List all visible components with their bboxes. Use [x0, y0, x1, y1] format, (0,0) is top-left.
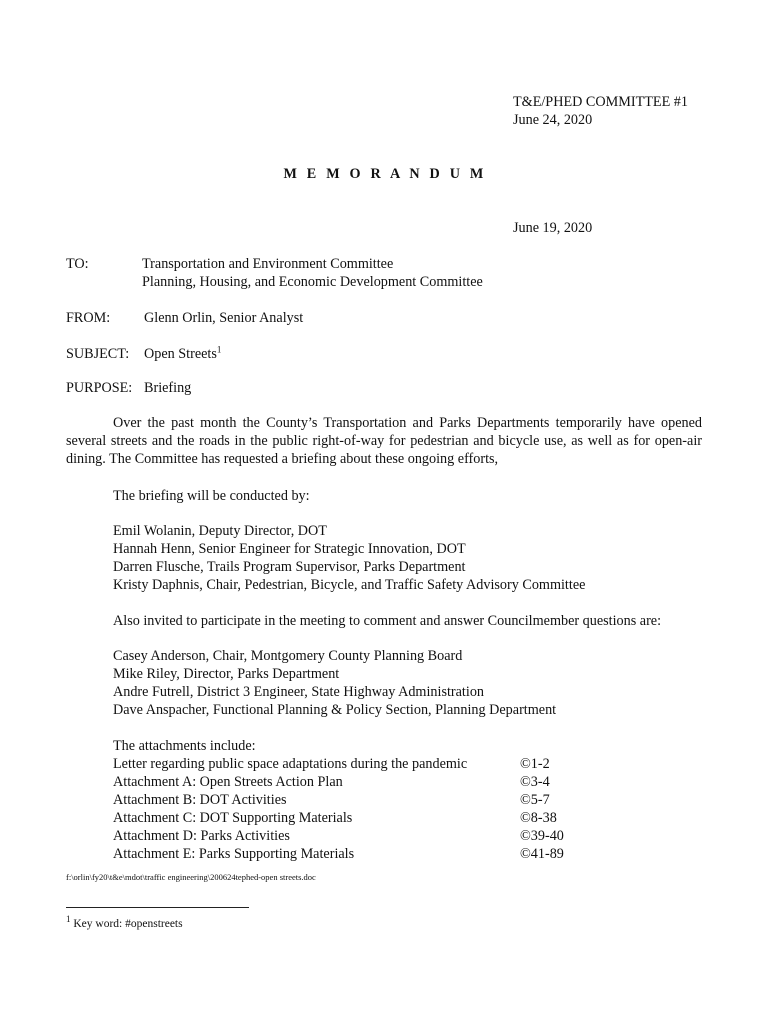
from-label: FROM:: [66, 310, 111, 326]
body-paragraph: Over the past month the County’s Transportation and Parks Departments temporarily have opened several streets and the roads in the public right-of-way for pedestrian and bicycle use, as well as for open-air dining. The Committee has requested a briefing about these ongoing efforts,: [66, 415, 702, 467]
attachment-name: Attachment A: Open Streets Action Plan: [113, 774, 343, 790]
invited-intro: Also invited to participate in the meeting to comment and answer Councilmember questions are:: [113, 613, 662, 629]
from-value: Glenn Orlin, Senior Analyst: [144, 310, 304, 326]
memo-date: June 19, 2020: [513, 220, 593, 236]
list-item: Darren Flusche, Trails Program Supervisor, Parks Department: [113, 559, 466, 575]
briefing-intro: The briefing will be conducted by:: [113, 488, 310, 504]
purpose-label: PURPOSE:: [66, 380, 133, 396]
briefer-list: [113, 522, 585, 594]
to-line-2: Planning, Housing, and Economic Development Committee: [142, 274, 483, 290]
attachment-ref: ©5-7: [520, 792, 550, 808]
file-path: f:\orlin\fy20\t&e\mdot\traffic engineering\200624tephed-open streets.doc: [66, 872, 316, 882]
purpose-value: Briefing: [144, 380, 192, 396]
header-block: [513, 93, 688, 129]
attachment-ref: ©39-40: [520, 828, 564, 844]
to-label: TO:: [66, 256, 89, 272]
subject-footnote-mark[interactable]: 1: [216, 344, 222, 355]
attachment-ref: ©8-38: [520, 810, 557, 826]
attachment-name: Attachment D: Parks Activities: [113, 828, 290, 844]
list-item: Mike Riley, Director, Parks Department: [113, 666, 340, 682]
list-item: Kristy Daphnis, Chair, Pedestrian, Bicycle, and Traffic Safety Advisory Committee: [113, 577, 586, 593]
attachment-ref: ©41-89: [520, 846, 564, 862]
to-line-1: Transportation and Environment Committee: [142, 256, 394, 272]
list-item: Andre Futrell, District 3 Engineer, State Highway Administration: [113, 684, 485, 700]
subject-label: SUBJECT:: [66, 346, 130, 362]
attachment-name: Attachment E: Parks Supporting Materials: [113, 846, 355, 862]
meeting-date: June 24, 2020: [513, 112, 593, 128]
attachment-name: Attachment B: DOT Activities: [113, 792, 287, 808]
attachment-ref: ©3-4: [520, 774, 550, 790]
list-item: Dave Anspacher, Functional Planning & Policy Section, Planning Department: [113, 702, 557, 718]
subject-value: [144, 345, 221, 363]
attachment-ref: ©1-2: [520, 756, 550, 772]
memo-title: M E M O R A N D U M: [283, 166, 487, 182]
attachments-intro: The attachments include:: [113, 738, 256, 754]
footnote-text: Key word: #openstreets: [70, 918, 183, 930]
footnote: [66, 916, 183, 932]
footnote-divider: [66, 907, 249, 908]
committee-label: T&E/PHED COMMITTEE #1: [513, 94, 688, 110]
to-recipients: [142, 255, 483, 291]
list-item: Emil Wolanin, Deputy Director, DOT: [113, 523, 327, 539]
attachment-name: Letter regarding public space adaptations during the pandemic: [113, 756, 468, 772]
attachment-name: Attachment C: DOT Supporting Materials: [113, 810, 353, 826]
list-item: Casey Anderson, Chair, Montgomery County Planning Board: [113, 648, 463, 664]
footnote-mark: 1: [66, 914, 71, 925]
attachments-block: [113, 737, 467, 863]
list-item: Hannah Henn, Senior Engineer for Strategic Innovation, DOT: [113, 541, 466, 557]
subject-text: Open Streets: [144, 346, 217, 362]
invited-list: [113, 647, 556, 719]
attachment-refs: [520, 755, 564, 863]
